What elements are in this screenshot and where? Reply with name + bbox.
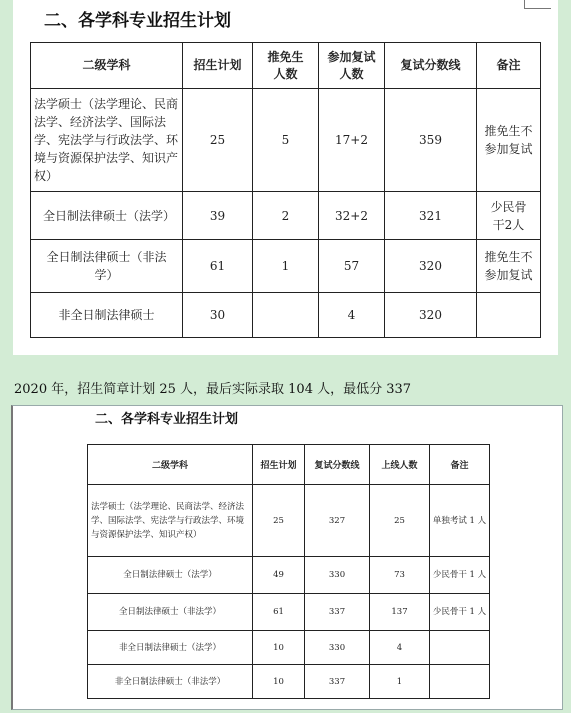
header-score: 复试分数线 [385, 43, 477, 89]
table-row [31, 89, 541, 192]
cell-count: 25 [370, 485, 430, 557]
cell-plan: 61 [253, 594, 305, 631]
cell-retest: 4 [319, 293, 385, 338]
cell-score: 330 [305, 557, 370, 594]
cell-score: 337 [305, 594, 370, 631]
cell-count: 73 [370, 557, 430, 594]
section-heading-top: 二、各学科专业招生计划 [44, 11, 231, 31]
page-corner-mark [524, 0, 551, 9]
cell-subject: 全日制法律硕士（非法学） [88, 594, 253, 631]
cell-score: 359 [385, 89, 477, 192]
cell-subject: 法学硕士（法学理论、民商法学、经济法学、国际法学、宪法学与行政法学、环境与资源保护法学、知识产权） [31, 89, 183, 192]
cell-count: 137 [370, 594, 430, 631]
cell-score: 330 [305, 631, 370, 665]
cell-subject: 非全日制法律硕士（法学） [88, 631, 253, 665]
cell-retest: 32+2 [319, 192, 385, 240]
cell-note: 推免生不参加复试 [477, 240, 541, 293]
cell-retest: 57 [319, 240, 385, 293]
cell-note: 单独考试 1 人 [430, 485, 490, 557]
enrollment-table-2019 [30, 42, 541, 338]
table-row [88, 485, 490, 557]
header-plan: 招生计划 [183, 43, 253, 89]
cell-subject: 非全日制法律硕士（非法学） [88, 665, 253, 699]
cell-note: 少民骨干 1 人 [430, 557, 490, 594]
cell-subject: 全日制法律硕士（法学） [31, 192, 183, 240]
header-subject: 二级学科 [31, 43, 183, 89]
table-header-row [31, 43, 541, 89]
cell-subject: 法学硕士（法学理论、民商法学、经济法学、国际法学、宪法学与行政法学、环境与资源保护法学、知识产权） [88, 485, 253, 557]
table-row [88, 665, 490, 699]
header-retest: 参加复试人数 [319, 43, 385, 89]
section-heading-bottom: 二、各学科专业招生计划 [95, 412, 239, 427]
cell-note [477, 293, 541, 338]
cell-exempt: 2 [253, 192, 319, 240]
table-row [31, 240, 541, 293]
cell-count: 1 [370, 665, 430, 699]
cell-score: 321 [385, 192, 477, 240]
cell-note: 少民骨干2人 [477, 192, 541, 240]
cell-score: 320 [385, 240, 477, 293]
cell-subject: 非全日制法律硕士 [31, 293, 183, 338]
header-exempt: 推免生人数 [253, 43, 319, 89]
cell-exempt: 1 [253, 240, 319, 293]
cell-plan: 39 [183, 192, 253, 240]
cell-count: 4 [370, 631, 430, 665]
enrollment-table-2020 [87, 444, 490, 699]
header-count: 上线人数 [370, 445, 430, 485]
cell-plan: 30 [183, 293, 253, 338]
year-2020-summary-caption: 2020 年，招生简章计划 25 人，最后实际录取 104 人，最低分 337 [14, 382, 412, 397]
cell-score: 337 [305, 665, 370, 699]
table-header-row [88, 445, 490, 485]
cell-plan: 10 [253, 631, 305, 665]
table-row [88, 594, 490, 631]
cell-exempt [253, 293, 319, 338]
cell-score: 320 [385, 293, 477, 338]
cell-retest: 17+2 [319, 89, 385, 192]
table-row [31, 293, 541, 338]
header-score: 复试分数线 [305, 445, 370, 485]
table-row [88, 557, 490, 594]
cell-note [430, 665, 490, 699]
cell-plan: 61 [183, 240, 253, 293]
cell-note: 少民骨干 1 人 [430, 594, 490, 631]
header-note: 备注 [477, 43, 541, 89]
table-row [88, 631, 490, 665]
cell-subject: 全日制法律硕士（非法学） [31, 240, 183, 293]
header-subject: 二级学科 [88, 445, 253, 485]
cell-plan: 25 [183, 89, 253, 192]
header-note: 备注 [430, 445, 490, 485]
header-plan: 招生计划 [253, 445, 305, 485]
cell-score: 327 [305, 485, 370, 557]
table-row [31, 192, 541, 240]
cell-plan: 25 [253, 485, 305, 557]
cell-plan: 10 [253, 665, 305, 699]
cell-note: 推免生不参加复试 [477, 89, 541, 192]
cell-note [430, 631, 490, 665]
cell-plan: 49 [253, 557, 305, 594]
cell-subject: 全日制法律硕士（法学） [88, 557, 253, 594]
cell-exempt: 5 [253, 89, 319, 192]
